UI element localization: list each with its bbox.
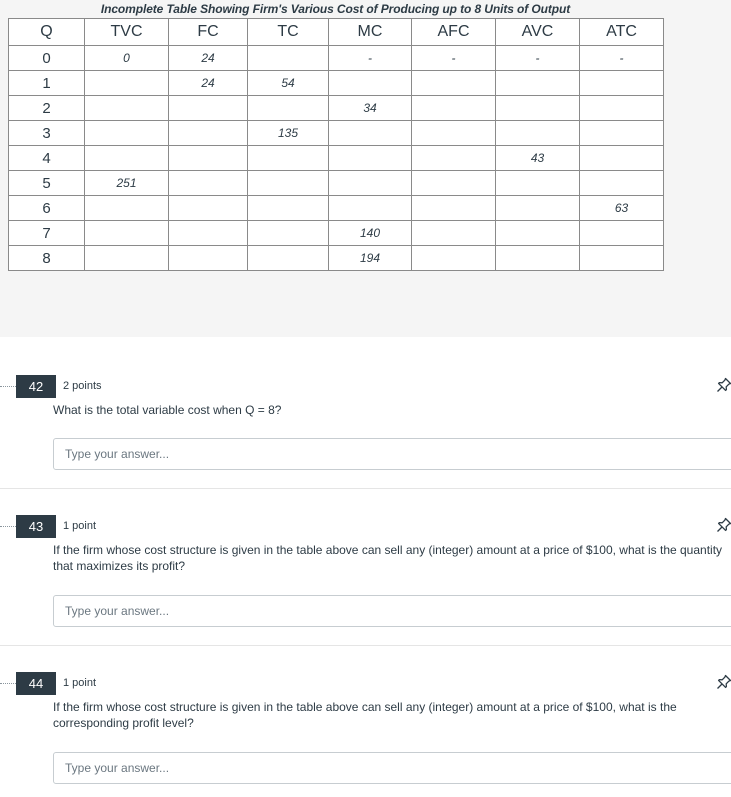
question-connector bbox=[0, 526, 16, 527]
cell-afc bbox=[412, 121, 496, 146]
cell-avc: - bbox=[496, 46, 580, 71]
cell-mc bbox=[329, 146, 412, 171]
question-divider bbox=[0, 488, 731, 489]
cell-atc bbox=[580, 146, 664, 171]
cell-atc: - bbox=[580, 46, 664, 71]
table-caption: Incomplete Table Showing Firm's Various Cost of Producing up to 8 Units of Output bbox=[100, 2, 571, 16]
cell-tc bbox=[248, 246, 329, 271]
cell-q: 6 bbox=[9, 196, 85, 221]
table-header-row bbox=[9, 19, 664, 46]
cell-tvc bbox=[85, 196, 169, 221]
question-text: What is the total variable cost when Q = 8? bbox=[53, 403, 282, 417]
cell-atc bbox=[580, 171, 664, 196]
header-q: Q bbox=[9, 19, 85, 46]
cell-tc bbox=[248, 196, 329, 221]
cell-mc bbox=[329, 71, 412, 96]
cell-fc bbox=[169, 96, 248, 121]
question-number: 44 bbox=[16, 672, 56, 695]
question-44 bbox=[0, 672, 731, 787]
table-row bbox=[9, 121, 664, 146]
table-row bbox=[9, 196, 664, 221]
cell-q: 5 bbox=[9, 171, 85, 196]
cell-mc: 140 bbox=[329, 221, 412, 246]
table-row bbox=[9, 71, 664, 96]
question-43 bbox=[0, 515, 731, 630]
cell-avc bbox=[496, 121, 580, 146]
question-connector bbox=[0, 386, 16, 387]
cell-afc bbox=[412, 196, 496, 221]
cell-tc bbox=[248, 221, 329, 246]
cell-avc bbox=[496, 96, 580, 121]
cell-mc: - bbox=[329, 46, 412, 71]
cell-tvc bbox=[85, 221, 169, 246]
cell-afc bbox=[412, 71, 496, 96]
cell-tvc bbox=[85, 96, 169, 121]
question-text: If the firm whose cost structure is given in the table above can sell any (integer) amount at a price of $100, what is the quantity that maximizes its profit? bbox=[53, 543, 723, 573]
question-42 bbox=[0, 375, 731, 475]
cell-tc bbox=[248, 46, 329, 71]
cell-q: 4 bbox=[9, 146, 85, 171]
question-number: 43 bbox=[16, 515, 56, 538]
cell-mc: 194 bbox=[329, 246, 412, 271]
cell-tvc bbox=[85, 121, 169, 146]
cell-atc bbox=[580, 71, 664, 96]
table-row bbox=[9, 96, 664, 121]
cell-atc bbox=[580, 121, 664, 146]
pin-icon[interactable] bbox=[716, 674, 731, 690]
cell-avc bbox=[496, 221, 580, 246]
cell-atc bbox=[580, 246, 664, 271]
cell-tc bbox=[248, 171, 329, 196]
cell-afc bbox=[412, 96, 496, 121]
cell-tvc bbox=[85, 246, 169, 271]
question-divider bbox=[0, 645, 731, 646]
header-avc: AVC bbox=[496, 19, 580, 46]
header-afc: AFC bbox=[412, 19, 496, 46]
cell-mc: 34 bbox=[329, 96, 412, 121]
question-points: 1 point bbox=[63, 520, 97, 532]
header-fc: FC bbox=[169, 19, 248, 46]
answer-input[interactable] bbox=[53, 438, 731, 470]
cell-avc bbox=[496, 246, 580, 271]
cell-fc: 24 bbox=[169, 71, 248, 96]
cell-mc bbox=[329, 196, 412, 221]
cell-q: 0 bbox=[9, 46, 85, 71]
cell-tvc: 251 bbox=[85, 171, 169, 196]
cell-afc bbox=[412, 221, 496, 246]
header-tc: TC bbox=[248, 19, 329, 46]
cell-afc bbox=[412, 146, 496, 171]
cell-afc bbox=[412, 171, 496, 196]
cell-fc bbox=[169, 146, 248, 171]
answer-input[interactable] bbox=[53, 752, 731, 784]
cell-tc: 54 bbox=[248, 71, 329, 96]
cell-tc bbox=[248, 146, 329, 171]
pin-icon[interactable] bbox=[716, 377, 731, 393]
table-row bbox=[9, 171, 664, 196]
cell-tc: 135 bbox=[248, 121, 329, 146]
header-atc: ATC bbox=[580, 19, 664, 46]
cost-table-panel bbox=[0, 0, 731, 337]
cell-avc bbox=[496, 196, 580, 221]
question-connector bbox=[0, 683, 16, 684]
question-text: If the firm whose cost structure is given in the table above can sell any (integer) amount at a price of $100, what is the corresponding profit level? bbox=[53, 700, 677, 730]
cost-table bbox=[8, 18, 664, 271]
cell-avc bbox=[496, 71, 580, 96]
cell-fc bbox=[169, 221, 248, 246]
cell-fc: 24 bbox=[169, 46, 248, 71]
table-row bbox=[9, 246, 664, 271]
cell-avc bbox=[496, 171, 580, 196]
cell-mc bbox=[329, 171, 412, 196]
cell-avc: 43 bbox=[496, 146, 580, 171]
cell-afc: - bbox=[412, 46, 496, 71]
question-points: 2 points bbox=[63, 380, 102, 392]
cell-mc bbox=[329, 121, 412, 146]
table-row bbox=[9, 221, 664, 246]
table-row bbox=[9, 46, 664, 71]
cell-fc bbox=[169, 171, 248, 196]
cell-tvc bbox=[85, 146, 169, 171]
cell-atc bbox=[580, 221, 664, 246]
pin-icon[interactable] bbox=[716, 517, 731, 533]
question-points: 1 point bbox=[63, 677, 97, 689]
header-mc: MC bbox=[329, 19, 412, 46]
cell-q: 7 bbox=[9, 221, 85, 246]
cell-tc bbox=[248, 96, 329, 121]
table-row bbox=[9, 146, 664, 171]
cell-atc: 63 bbox=[580, 196, 664, 221]
cell-fc bbox=[169, 121, 248, 146]
cell-q: 2 bbox=[9, 96, 85, 121]
header-tvc: TVC bbox=[85, 19, 169, 46]
cell-atc bbox=[580, 96, 664, 121]
cell-fc bbox=[169, 196, 248, 221]
cell-q: 1 bbox=[9, 71, 85, 96]
question-number: 42 bbox=[16, 375, 56, 398]
cell-q: 8 bbox=[9, 246, 85, 271]
answer-input[interactable] bbox=[53, 595, 731, 627]
cell-afc bbox=[412, 246, 496, 271]
cell-fc bbox=[169, 246, 248, 271]
cell-tvc bbox=[85, 71, 169, 96]
cell-q: 3 bbox=[9, 121, 85, 146]
cell-tvc: 0 bbox=[85, 46, 169, 71]
